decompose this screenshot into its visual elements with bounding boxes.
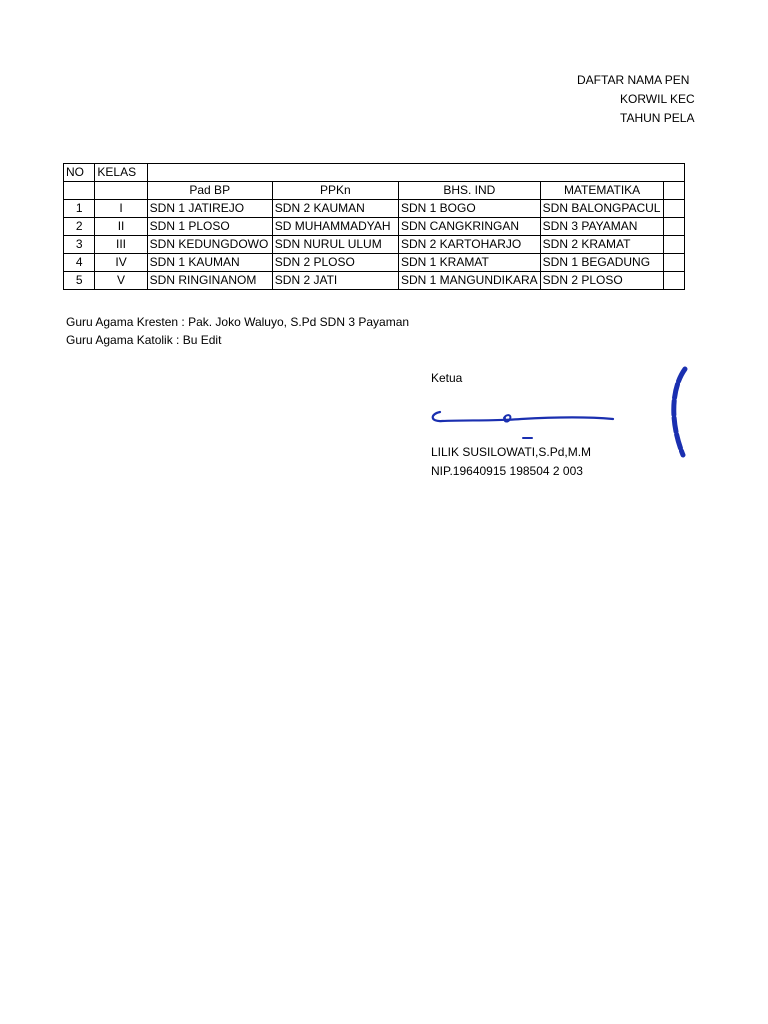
table-header-row <box>64 164 685 182</box>
table-cell: SDN 2 KRAMAT <box>540 236 664 254</box>
table-cell: SDN CANGKRINGAN <box>398 218 540 236</box>
subject-header: MATEMATIKA <box>540 182 664 200</box>
subject-header: Pad BP <box>147 182 272 200</box>
table-cell: SDN 2 PLOSO <box>540 272 664 290</box>
row-kelas: II <box>95 218 147 236</box>
subject-header: PPKn <box>272 182 398 200</box>
row-no: 1 <box>64 200 95 218</box>
row-kelas: V <box>95 272 147 290</box>
row-kelas: IV <box>95 254 147 272</box>
header-title-line-2: KORWIL KEC <box>620 92 695 106</box>
table-cell: SDN KEDUNGDOWO <box>147 236 272 254</box>
row-kelas: I <box>95 200 147 218</box>
header-title-line-3: TAHUN PELA <box>620 111 695 125</box>
table-cell: SDN 1 PLOSO <box>147 218 272 236</box>
table-cell-cut <box>664 236 685 254</box>
table-row <box>64 254 685 272</box>
table-cell: SDN 1 JATIREJO <box>147 200 272 218</box>
subject-header: BHS. IND <box>398 182 540 200</box>
col-header-subject-group <box>147 164 684 182</box>
handwritten-signature <box>426 398 621 443</box>
table-cell-cut <box>664 200 685 218</box>
subject-header-cut <box>664 182 685 200</box>
table-cell: SDN 2 JATI <box>272 272 398 290</box>
row-kelas: III <box>95 236 147 254</box>
table-row <box>64 272 685 290</box>
table-cell: SDN 1 KAUMAN <box>147 254 272 272</box>
signature-nip: NIP.19640915 198504 2 003 <box>431 464 583 478</box>
subject-row-blank-no <box>64 182 95 200</box>
note-guru-kresten: Guru Agama Kresten : Pak. Joko Waluyo, S.Pd SDN 3 Payaman <box>66 315 410 329</box>
row-no: 5 <box>64 272 95 290</box>
official-stamp <box>666 365 686 460</box>
assignment-table <box>63 163 685 290</box>
table-cell-cut <box>664 218 685 236</box>
col-header-no: NO <box>64 164 95 182</box>
table-cell: SDN 1 BOGO <box>398 200 540 218</box>
table-cell: SD MUHAMMADYAH <box>272 218 398 236</box>
table-cell: SDN 1 MANGUNDIKARA <box>398 272 540 290</box>
table-row <box>64 200 685 218</box>
row-no: 4 <box>64 254 95 272</box>
table-cell-cut <box>664 272 685 290</box>
table-cell-cut <box>664 254 685 272</box>
table-cell: SDN BALONGPACUL <box>540 200 664 218</box>
table-cell: SDN 1 BEGADUNG <box>540 254 664 272</box>
table-cell: SDN 2 KAUMAN <box>272 200 398 218</box>
signature-role: Ketua <box>431 371 463 385</box>
signature-name: LILIK SUSILOWATI,S.Pd,M.M <box>431 445 592 459</box>
table-cell: SDN RINGINANOM <box>147 272 272 290</box>
row-no: 2 <box>64 218 95 236</box>
table-row <box>64 236 685 254</box>
note-guru-katolik: Guru Agama Katolik : Bu Edit <box>66 333 222 347</box>
col-header-kelas: KELAS <box>95 164 147 182</box>
table-cell: SDN 3 PAYAMAN <box>540 218 664 236</box>
row-no: 3 <box>64 236 95 254</box>
table-cell: SDN NURUL ULUM <box>272 236 398 254</box>
subject-row-blank-kelas <box>95 182 147 200</box>
table-row <box>64 218 685 236</box>
table-cell: SDN 2 PLOSO <box>272 254 398 272</box>
table-cell: SDN 1 KRAMAT <box>398 254 540 272</box>
table-cell: SDN 2 KARTOHARJO <box>398 236 540 254</box>
table-subject-row <box>64 182 685 200</box>
header-title-line-1: DAFTAR NAMA PEN <box>577 73 690 87</box>
